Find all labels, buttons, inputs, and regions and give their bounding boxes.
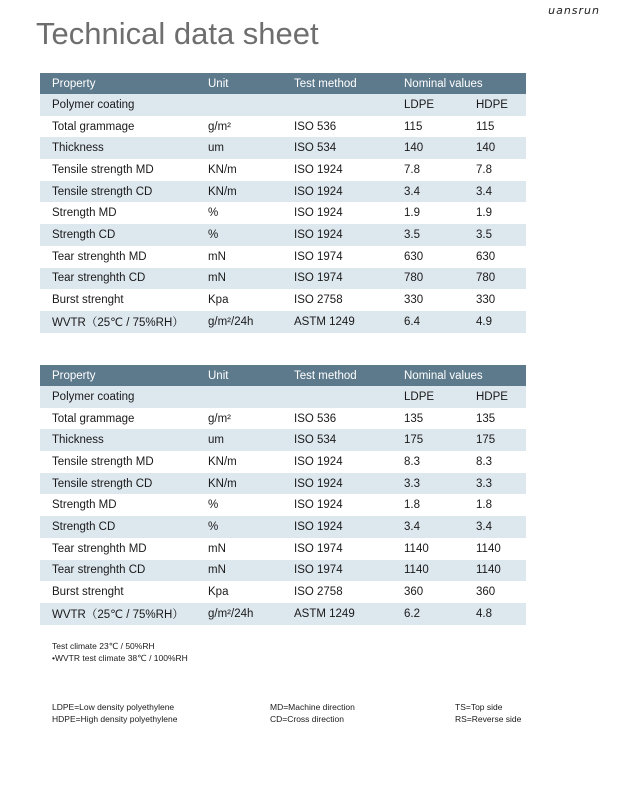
cell-ldpe-value: 3.3	[392, 473, 464, 495]
column-header-unit: Unit	[196, 73, 282, 94]
cell-test-method	[282, 94, 392, 116]
cell-property: Polymer coating	[40, 386, 196, 408]
cell-property: Tear strenghth CD	[40, 560, 196, 582]
cell-test-method: ISO 1974	[282, 246, 392, 268]
cell-ldpe-value: 1140	[392, 560, 464, 582]
cell-test-method: ISO 1974	[282, 538, 392, 560]
column-header-test-method: Test method	[282, 365, 392, 386]
table-row	[40, 386, 526, 408]
column-header-nominal-values: Nominal values	[392, 73, 526, 94]
table-row	[40, 246, 526, 268]
cell-ldpe-value: 8.3	[392, 451, 464, 473]
table-row	[40, 451, 526, 473]
table-header-row	[40, 365, 526, 386]
cell-hdpe-value: HDPE	[464, 94, 526, 116]
cell-ldpe-value: LDPE	[392, 94, 464, 116]
cell-property: WVTR（25℃ / 75%RH）	[40, 311, 196, 333]
cell-ldpe-value: 3.4	[392, 181, 464, 203]
cell-unit: %	[196, 494, 282, 516]
cell-unit: mN	[196, 246, 282, 268]
legend-direction	[270, 701, 355, 725]
legend-cd: CD=Cross direction	[270, 714, 344, 724]
cell-property: Strength MD	[40, 202, 196, 224]
cell-hdpe-value: 115	[464, 116, 526, 138]
cell-property: Tensile strength CD	[40, 181, 196, 203]
table-row	[40, 94, 526, 116]
cell-ldpe-value: 630	[392, 246, 464, 268]
cell-property: Total grammage	[40, 116, 196, 138]
table-row	[40, 408, 526, 430]
cell-hdpe-value: 1140	[464, 560, 526, 582]
table-row	[40, 429, 526, 451]
cell-hdpe-value: 3.4	[464, 181, 526, 203]
test-notes	[52, 640, 188, 664]
cell-property: Tensile strength MD	[40, 451, 196, 473]
cell-property: Strength MD	[40, 494, 196, 516]
table-row	[40, 202, 526, 224]
cell-hdpe-value: 1140	[464, 538, 526, 560]
cell-hdpe-value: HDPE	[464, 386, 526, 408]
cell-ldpe-value: 1.8	[392, 494, 464, 516]
cell-hdpe-value: 4.9	[464, 311, 526, 333]
table-row	[40, 311, 526, 333]
cell-test-method: ISO 1974	[282, 268, 392, 290]
table-row	[40, 137, 526, 159]
cell-hdpe-value: 780	[464, 268, 526, 290]
cell-test-method: ISO 534	[282, 429, 392, 451]
cell-test-method: ISO 1974	[282, 560, 392, 582]
table-row	[40, 268, 526, 290]
cell-property: Thickness	[40, 429, 196, 451]
table-row	[40, 181, 526, 203]
legend-ts: TS=Top side	[455, 702, 503, 712]
cell-hdpe-value: 3.4	[464, 516, 526, 538]
table-row	[40, 289, 526, 311]
column-header-property: Property	[40, 73, 196, 94]
cell-unit: %	[196, 516, 282, 538]
legend-md: MD=Machine direction	[270, 702, 355, 712]
spec-table-2	[40, 365, 526, 625]
cell-ldpe-value: 135	[392, 408, 464, 430]
cell-hdpe-value: 7.8	[464, 159, 526, 181]
cell-property: Strength CD	[40, 224, 196, 246]
table-header-row	[40, 73, 526, 94]
table-row	[40, 224, 526, 246]
cell-unit: mN	[196, 560, 282, 582]
cell-property: Tensile strength MD	[40, 159, 196, 181]
table-row	[40, 516, 526, 538]
legend-side	[455, 701, 521, 725]
cell-hdpe-value: 630	[464, 246, 526, 268]
cell-unit: %	[196, 224, 282, 246]
cell-test-method: ISO 1924	[282, 516, 392, 538]
cell-property: Tear strenghth MD	[40, 246, 196, 268]
page-title: Technical data sheet	[36, 16, 319, 51]
cell-test-method: ISO 534	[282, 137, 392, 159]
legend-rs: RS=Reverse side	[455, 714, 522, 724]
cell-unit: mN	[196, 268, 282, 290]
column-header-property: Property	[40, 365, 196, 386]
table-row	[40, 159, 526, 181]
cell-property: Thickness	[40, 137, 196, 159]
cell-unit: KN/m	[196, 159, 282, 181]
cell-property: Tear strenghth CD	[40, 268, 196, 290]
cell-unit: KN/m	[196, 473, 282, 495]
cell-ldpe-value: 7.8	[392, 159, 464, 181]
cell-hdpe-value: 8.3	[464, 451, 526, 473]
legend-ldpe: LDPE=Low density polyethylene	[52, 702, 175, 712]
cell-test-method: ISO 1924	[282, 181, 392, 203]
cell-ldpe-value: 115	[392, 116, 464, 138]
spec-table-1	[40, 73, 526, 333]
cell-test-method: ISO 1924	[282, 494, 392, 516]
cell-unit	[196, 94, 282, 116]
cell-test-method: ASTM 1249	[282, 603, 392, 625]
table-row	[40, 560, 526, 582]
cell-ldpe-value: 3.4	[392, 516, 464, 538]
table-row	[40, 538, 526, 560]
cell-test-method: ISO 2758	[282, 581, 392, 603]
cell-unit	[196, 386, 282, 408]
table-body	[40, 94, 526, 333]
cell-hdpe-value: 330	[464, 289, 526, 311]
table-body	[40, 386, 526, 625]
cell-unit: g/m²	[196, 116, 282, 138]
cell-hdpe-value: 175	[464, 429, 526, 451]
cell-ldpe-value: 6.2	[392, 603, 464, 625]
cell-property: Tear strenghth MD	[40, 538, 196, 560]
cell-property: Burst strenght	[40, 289, 196, 311]
cell-unit: g/m²/24h	[196, 603, 282, 625]
cell-unit: g/m²/24h	[196, 311, 282, 333]
cell-unit: %	[196, 202, 282, 224]
cell-hdpe-value: 140	[464, 137, 526, 159]
table-row	[40, 494, 526, 516]
note-wvtr-climate: •WVTR test climate 38℃ / 100%RH	[52, 653, 188, 663]
cell-test-method: ISO 1924	[282, 224, 392, 246]
cell-unit: Kpa	[196, 289, 282, 311]
cell-ldpe-value: 330	[392, 289, 464, 311]
cell-hdpe-value: 1.8	[464, 494, 526, 516]
cell-hdpe-value: 4.8	[464, 603, 526, 625]
cell-ldpe-value: 140	[392, 137, 464, 159]
cell-test-method: ISO 536	[282, 116, 392, 138]
cell-test-method: ISO 1924	[282, 473, 392, 495]
cell-property: Tensile strength CD	[40, 473, 196, 495]
cell-property: Strength CD	[40, 516, 196, 538]
cell-unit: KN/m	[196, 451, 282, 473]
cell-ldpe-value: 6.4	[392, 311, 464, 333]
table-row	[40, 473, 526, 495]
cell-hdpe-value: 360	[464, 581, 526, 603]
brand-logo: uansrun	[548, 4, 600, 17]
cell-ldpe-value: 1140	[392, 538, 464, 560]
cell-unit: um	[196, 137, 282, 159]
cell-property: Total grammage	[40, 408, 196, 430]
table-row	[40, 603, 526, 625]
cell-test-method: ISO 536	[282, 408, 392, 430]
cell-test-method	[282, 386, 392, 408]
cell-test-method: ASTM 1249	[282, 311, 392, 333]
cell-ldpe-value: 1.9	[392, 202, 464, 224]
cell-ldpe-value: 780	[392, 268, 464, 290]
column-header-unit: Unit	[196, 365, 282, 386]
cell-test-method: ISO 1924	[282, 451, 392, 473]
table-row	[40, 581, 526, 603]
cell-hdpe-value: 135	[464, 408, 526, 430]
note-test-climate: Test climate 23℃ / 50%RH	[52, 641, 155, 651]
cell-ldpe-value: LDPE	[392, 386, 464, 408]
column-header-nominal-values: Nominal values	[392, 365, 526, 386]
cell-test-method: ISO 1924	[282, 202, 392, 224]
cell-unit: mN	[196, 538, 282, 560]
cell-hdpe-value: 3.5	[464, 224, 526, 246]
cell-property: WVTR（25℃ / 75%RH）	[40, 603, 196, 625]
cell-ldpe-value: 175	[392, 429, 464, 451]
table-row	[40, 116, 526, 138]
cell-ldpe-value: 3.5	[392, 224, 464, 246]
cell-unit: Kpa	[196, 581, 282, 603]
cell-unit: g/m²	[196, 408, 282, 430]
cell-test-method: ISO 2758	[282, 289, 392, 311]
cell-ldpe-value: 360	[392, 581, 464, 603]
cell-unit: um	[196, 429, 282, 451]
legend-hdpe: HDPE=High density polyethylene	[52, 714, 178, 724]
column-header-test-method: Test method	[282, 73, 392, 94]
cell-property: Burst strenght	[40, 581, 196, 603]
cell-property: Polymer coating	[40, 94, 196, 116]
legend-polymer	[52, 701, 177, 725]
cell-test-method: ISO 1924	[282, 159, 392, 181]
cell-hdpe-value: 1.9	[464, 202, 526, 224]
cell-unit: KN/m	[196, 181, 282, 203]
cell-hdpe-value: 3.3	[464, 473, 526, 495]
